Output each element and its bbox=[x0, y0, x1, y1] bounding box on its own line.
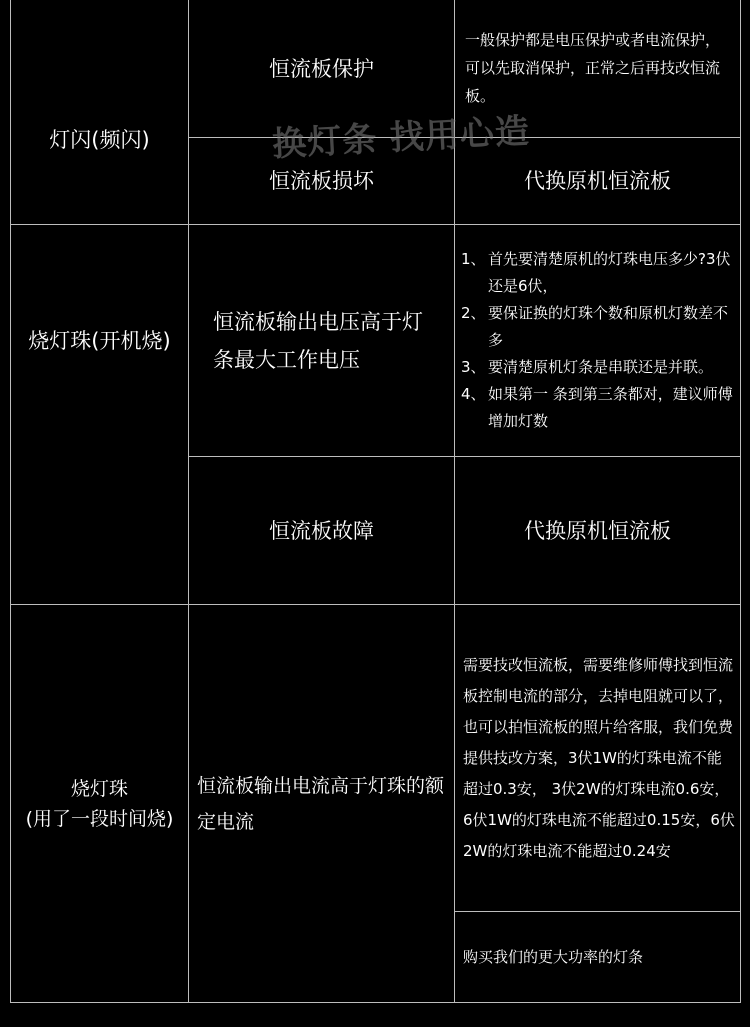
list-item bbox=[461, 354, 736, 381]
cause-label: 恒流板故障 bbox=[269, 518, 374, 543]
symptom-label: 烧灯珠(开机烧) bbox=[28, 328, 171, 353]
list-number: 4、 bbox=[461, 385, 486, 403]
symptom-label: 灯闪(频闪) bbox=[49, 128, 150, 152]
symptom-label: 烧灯珠 bbox=[70, 777, 128, 800]
solution-cell bbox=[455, 912, 740, 1002]
solution-text: 代换原机恒流板 bbox=[524, 518, 671, 543]
solution-cell bbox=[455, 605, 740, 911]
table-border-bottom bbox=[10, 1002, 741, 1003]
symptom-label: (用了一段时间烧) bbox=[25, 807, 174, 830]
solution-cell bbox=[455, 26, 740, 116]
cause-label: 恒流板输出电压高于灯条最大工作电压 bbox=[213, 309, 423, 372]
list-item bbox=[461, 381, 736, 435]
cause-cell bbox=[189, 605, 454, 1002]
solution-cell bbox=[455, 138, 740, 224]
list-text: 要清楚原机灯条是串联还是并联。 bbox=[488, 358, 714, 376]
list-number: 1、 bbox=[461, 250, 486, 268]
cause-cell bbox=[189, 0, 454, 137]
list-text: 要保证换的灯珠个数和原机灯数差不多 bbox=[488, 304, 729, 349]
solution-list bbox=[461, 246, 736, 435]
list-text: 首先要清楚原机的灯珠电压多少?3伏还是6伏， bbox=[488, 250, 731, 295]
solution-text: 购买我们的更大功率的灯条 bbox=[463, 948, 644, 966]
symptom-label-group bbox=[26, 774, 174, 834]
solution-cell bbox=[455, 457, 740, 604]
list-item bbox=[461, 300, 736, 354]
symptom-cell bbox=[11, 605, 188, 1002]
symptom-cell bbox=[11, 60, 188, 220]
solution-list-cell bbox=[455, 225, 740, 456]
list-number: 3、 bbox=[461, 358, 486, 376]
table-border-right bbox=[740, 0, 741, 1003]
cause-cell bbox=[189, 225, 454, 456]
solution-text: 需要技改恒流板，需要维修师傅找到恒流板控制电流的部分，去掉电阻就可以了，也可以拍恒流板的照片给客服，我们免费提供技改方案，3伏1W的灯珠电流不能超过0.3安， 3伏2W的灯珠电流0.6安，6伏1W的灯珠电流不能超过0.15安，6伏2W的灯珠电流不能超过0.24安 bbox=[463, 655, 735, 860]
cause-label: 恒流板输出电流高于灯珠的额定电流 bbox=[197, 774, 445, 833]
cause-cell bbox=[189, 457, 454, 604]
list-item bbox=[461, 246, 736, 300]
watermark-text: 换灯条 找用心造 bbox=[271, 111, 531, 165]
solution-text: 一般保护都是电压保护或者电流保护，可以先取消保护，正常之后再技改恒流板。 bbox=[465, 31, 721, 105]
cause-label: 恒流板损坏 bbox=[269, 169, 374, 193]
solution-text: 代换原机恒流板 bbox=[524, 169, 671, 193]
cause-label: 恒流板保护 bbox=[269, 56, 374, 81]
list-number: 2、 bbox=[461, 304, 486, 322]
list-text: 如果第一 条到第三条都对，建议师傅增加灯数 bbox=[488, 385, 733, 430]
cause-cell bbox=[189, 138, 454, 224]
symptom-cell bbox=[11, 225, 188, 456]
